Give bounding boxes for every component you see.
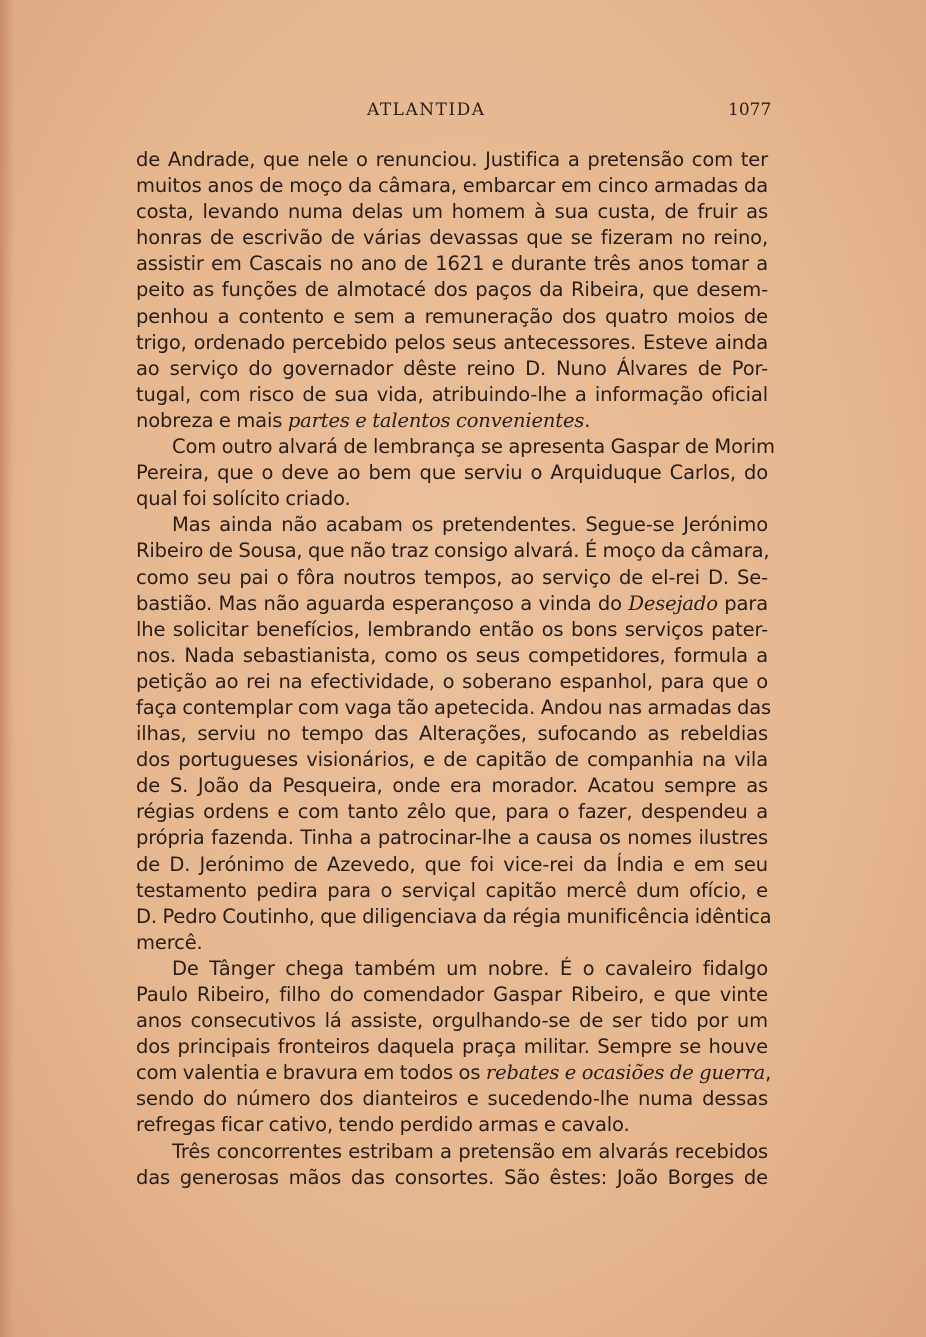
text-line	[136, 878, 768, 904]
text-segment: como seu pai o fôra noutros tempos, ao serviço de el-rei D. Se-	[136, 565, 768, 589]
page-number: 1077	[728, 100, 772, 120]
text-line	[136, 1060, 772, 1086]
text-line	[136, 930, 768, 956]
text-segment: Três concorrentes estribam a pretensão em alvarás recebidos	[172, 1139, 768, 1163]
text-line	[136, 1112, 768, 1138]
text-line	[136, 747, 768, 773]
text-segment: qual foi solícito criado.	[136, 487, 351, 511]
text-segment: faça contemplar com vaga tão apetecida. Andou nas armadas das	[136, 695, 772, 719]
page-binding-edge	[0, 0, 14, 1337]
text-segment: própria fazenda. Tinha a patrocinar-lhe a causa os nomes ilustres	[136, 826, 768, 850]
italic-phrase: Desejado	[628, 591, 718, 615]
text-segment: penhou a contento e sem a remuneração dos quatro moios de	[136, 304, 768, 328]
text-line	[136, 408, 768, 434]
text-segment: testamento pedira para o serviçal capitão mercê dum ofício, e	[136, 878, 768, 902]
text-line	[136, 147, 768, 173]
text-line	[136, 956, 768, 982]
text-segment: anos consecutivos lá assiste, orgulhando-se de ser tido por um	[136, 1009, 768, 1033]
text-segment: Mas ainda não acabam os pretendentes. Segue-se Jerónimo	[172, 513, 768, 537]
text-segment: nobreza e mais	[136, 408, 288, 432]
text-line	[136, 382, 768, 408]
text-segment-tail: para	[717, 591, 768, 615]
text-line	[136, 277, 768, 303]
text-segment: tugal, com risco de sua vida, atribuindo-lhe a informação oficial	[136, 382, 768, 406]
text-line	[136, 852, 768, 878]
running-header	[0, 100, 926, 130]
text-segment: honras de escrivão de várias devassas que se fizeram no reino,	[136, 226, 768, 250]
text-segment: régias ordens e com tanto zêlo que, para o fazer, despendeu a	[136, 800, 768, 824]
text-segment: mercê.	[136, 930, 203, 954]
text-line	[136, 617, 768, 643]
text-line	[136, 643, 768, 669]
text-line	[136, 1139, 768, 1165]
text-segment: Pereira, que o deve ao bem que serviu o Arquiduque Carlos, do	[136, 461, 768, 485]
text-segment: lhe solicitar benefícios, lembrando então os bons serviços pater-	[136, 617, 768, 641]
text-line	[136, 799, 768, 825]
text-line	[136, 173, 768, 199]
text-segment: D. Pedro Coutinho, que diligenciava da régia munificência idêntica	[136, 904, 772, 928]
text-segment: de S. João da Pesqueira, onde era morador. Acatou sempre as	[136, 774, 768, 798]
italic-phrase: rebates e ocasiões de guerra	[485, 1061, 766, 1085]
text-segment: De Tânger chega também um nobre. É o cavaleiro fidalgo	[172, 956, 768, 980]
text-segment: Com outro alvará de lembrança se apresenta Gaspar de Morim	[172, 435, 775, 459]
text-segment: petição ao rei na efectividade, o soberano espanhol, para que o	[136, 669, 768, 693]
text-segment: peito as funções de almotacé dos paços da Ribeira, que desem-	[136, 278, 768, 302]
text-segment: assistir em Cascais no ano de 1621 e durante três anos tomar a	[136, 252, 768, 276]
running-title: ATLANTIDA	[367, 100, 486, 120]
text-segment: de Andrade, que nele o renunciou. Justifica a pretensão com ter	[136, 148, 768, 171]
text-segment: ao serviço do governador dêste reino D. Nuno Álvares de Por-	[136, 356, 768, 380]
text-segment-tail: ,	[765, 1061, 772, 1085]
body-text	[136, 147, 775, 1191]
text-segment: nos. Nada sebastianista, como os seus competidores, formula a	[136, 643, 768, 667]
text-line	[136, 825, 768, 851]
text-line	[136, 1034, 768, 1060]
italic-phrase: partes e talentos convenientes	[287, 408, 585, 432]
text-line	[136, 904, 772, 930]
text-line	[136, 512, 768, 538]
text-segment: Paulo Ribeiro, filho do comendador Gaspar Ribeiro, e que vinte	[136, 983, 768, 1006]
text-line	[136, 356, 768, 382]
text-segment-tail: .	[584, 408, 591, 432]
text-segment: sendo do número dos dianteiros e sucedendo-lhe numa dessas	[136, 1087, 768, 1111]
text-segment: bastião. Mas não aguarda esperançoso a vinda do	[136, 591, 629, 615]
text-line	[136, 565, 768, 591]
text-line	[136, 538, 768, 564]
text-segment: muitos anos de moço da câmara, embarcar em cinco armadas da	[136, 174, 768, 198]
text-segment: Ribeiro de Sousa, que não traz consigo alvará. É moço da câmara,	[136, 539, 770, 563]
text-segment: costa, levando numa delas um homem à sua custa, de fruir as	[136, 200, 768, 224]
text-segment: ilhas, serviu no tempo das Alterações, sufocando as rebeldias	[136, 722, 768, 746]
text-line	[136, 982, 768, 1008]
text-line	[136, 591, 768, 617]
text-line	[136, 434, 775, 460]
text-line	[136, 251, 768, 277]
text-segment: refregas ficar cativo, tendo perdido armas e cavalo.	[136, 1113, 630, 1137]
text-line	[136, 1086, 768, 1112]
text-line	[136, 669, 768, 695]
text-segment: de D. Jerónimo de Azevedo, que foi vice-rei da Índia e em seu	[136, 852, 768, 876]
text-line	[136, 304, 768, 330]
text-line	[136, 773, 768, 799]
text-line	[136, 486, 768, 512]
text-segment: com valentia e bravura em todos os	[136, 1061, 486, 1085]
text-segment: dos principais fronteiros daquela praça militar. Sempre se houve	[136, 1035, 768, 1059]
text-line	[136, 695, 772, 721]
text-line	[136, 199, 768, 225]
text-line	[136, 1008, 768, 1034]
text-segment: das generosas mãos das consortes. São êstes: João Borges de	[136, 1165, 768, 1189]
text-line	[136, 460, 768, 486]
text-line	[136, 721, 768, 747]
text-segment: dos portugueses visionários, e de capitão de companhia na vila	[136, 748, 768, 772]
text-line	[136, 225, 768, 251]
text-line	[136, 330, 768, 356]
text-line	[136, 1165, 768, 1191]
text-segment: trigo, ordenado percebido pelos seus antecessores. Esteve ainda	[136, 330, 768, 354]
